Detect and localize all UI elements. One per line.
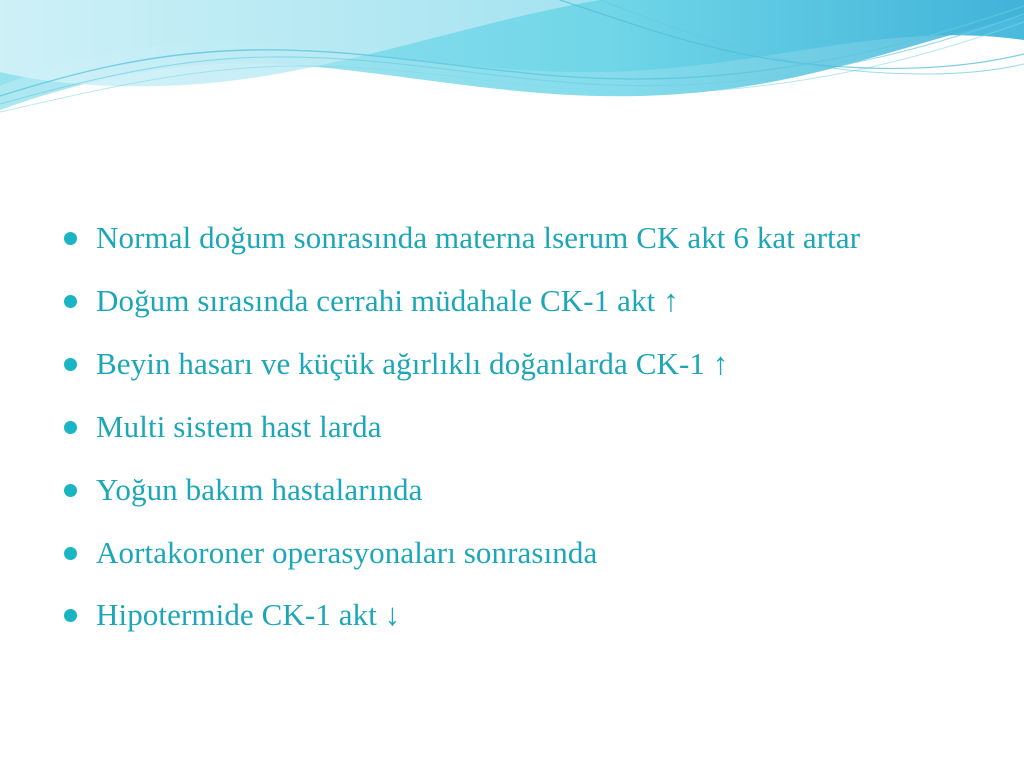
decorative-wave-banner <box>0 0 1024 150</box>
bullet-dot-icon <box>64 358 77 371</box>
list-item-text: Doğum sırasında cerrahi müdahale CK-1 akt ↑ <box>96 282 679 318</box>
list-item-text: Beyin hasarı ve küçük ağırlıklı doğanlarda CK-1 ↑ <box>96 345 729 381</box>
list-item <box>56 407 956 448</box>
bullet-list <box>56 218 956 636</box>
list-item <box>56 281 956 322</box>
list-item-text: Normal doğum sonrasında materna lserum CK akt 6 kat artar <box>96 220 861 255</box>
list-item-text: Aortakoroner operasyonaları sonrasında <box>96 534 598 570</box>
bullet-dot-icon <box>64 295 77 308</box>
list-item-text: Yoğun bakım hastalarında <box>96 471 423 507</box>
list-item <box>56 470 956 511</box>
list-item-text: Hipotermide CK-1 akt ↓ <box>96 597 401 633</box>
list-item <box>56 218 956 259</box>
list-item <box>56 533 956 574</box>
bullet-dot-icon <box>64 484 77 497</box>
slide-body <box>56 218 956 658</box>
bullet-dot-icon <box>64 547 77 560</box>
list-item <box>56 595 956 636</box>
bullet-dot-icon <box>64 609 77 622</box>
bullet-dot-icon <box>64 421 77 434</box>
bullet-dot-icon <box>64 232 77 245</box>
list-item <box>56 344 956 385</box>
list-item-text: Multi sistem hast larda <box>96 408 382 444</box>
